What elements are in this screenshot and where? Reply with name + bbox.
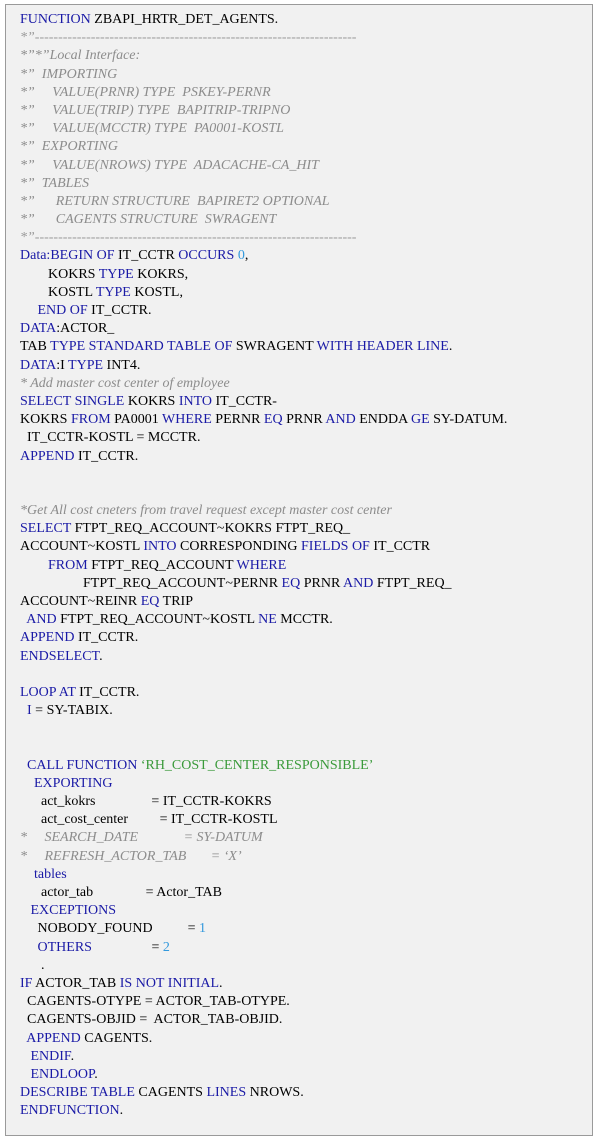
code-text: KOKRS	[20, 266, 99, 282]
code-keyword: OTHERS	[37, 939, 92, 955]
code-comment: *” IMPORTING	[20, 66, 118, 82]
code-line	[20, 866, 592, 884]
code-line	[20, 1030, 592, 1048]
code-comment: *” VALUE(NROWS) TYPE ADACACHE-CA_HIT	[20, 157, 319, 173]
code-line	[20, 484, 592, 502]
code-line	[20, 593, 592, 611]
code-keyword: ENDFUNCTION	[20, 1103, 120, 1119]
code-line	[20, 902, 592, 920]
code-keyword: LOOP AT	[20, 684, 76, 700]
code-separator: *”---------------------------------------------------------------------	[20, 230, 357, 246]
code-keyword: IF	[20, 975, 33, 991]
code-text: .	[94, 1066, 98, 1082]
code-line	[20, 193, 592, 211]
code-text	[20, 776, 34, 791]
code-line	[20, 611, 592, 629]
code-text: KOSTL,	[130, 284, 183, 300]
code-text: CORRESPONDING	[176, 539, 301, 555]
code-line	[20, 939, 592, 957]
code-line	[20, 720, 592, 738]
code-line	[20, 1084, 592, 1102]
code-text: PERNR	[211, 412, 264, 428]
code-line	[20, 1048, 592, 1066]
code-number: 1	[199, 921, 207, 937]
code-line	[20, 775, 592, 793]
code-keyword: APPEND	[26, 1030, 81, 1046]
code-text: FTPT_REQ_	[373, 575, 452, 591]
code-line	[20, 520, 592, 538]
code-line	[20, 175, 592, 193]
code-text: IT_CCTR.	[74, 630, 139, 646]
code-keyword: TYPE	[68, 357, 104, 373]
code-line	[20, 829, 592, 847]
code-text: FTPT_REQ_ACCOUNT~KOKRS FTPT_REQ_	[71, 521, 351, 537]
code-line	[20, 648, 592, 666]
code-line	[20, 702, 592, 720]
code-line	[20, 47, 592, 65]
code-line	[20, 102, 592, 120]
code-line	[20, 157, 592, 175]
code-keyword: FROM	[70, 412, 111, 428]
code-text: = SY-TABIX.	[31, 703, 113, 719]
code-line	[20, 393, 592, 411]
code-line	[20, 284, 592, 302]
code-text	[20, 1067, 31, 1082]
code-line	[20, 575, 592, 593]
code-text: .	[219, 975, 223, 991]
code-text	[20, 1049, 31, 1064]
code-keyword: WHERE	[236, 557, 287, 573]
code-keyword: ENDLOOP	[30, 1066, 95, 1082]
code-line	[20, 666, 592, 684]
code-text: SWRAGENT	[232, 339, 317, 355]
code-text: IT_CCTR.	[75, 684, 140, 700]
code-text: MCCTR.	[276, 612, 333, 628]
code-text: IT_CCTR-KOSTL = MCCTR.	[20, 430, 201, 446]
code-line	[20, 29, 592, 47]
code-line	[20, 247, 592, 265]
code-line	[20, 957, 592, 975]
code-line	[20, 229, 592, 247]
code-keyword: NE	[258, 612, 277, 628]
code-comment: * REFRESH_ACTOR_TAB = ‘X’	[20, 848, 242, 864]
code-text: :I	[56, 357, 69, 373]
code-keyword: EQ	[281, 575, 301, 591]
code-keyword: DATA	[20, 357, 57, 373]
code-keyword: END OF	[37, 303, 88, 318]
code-text	[20, 703, 27, 718]
code-line	[20, 1066, 592, 1084]
code-keyword: WHERE	[162, 412, 212, 428]
code-text: ENDDA	[355, 412, 411, 428]
code-text: IT_CCTR	[114, 248, 179, 264]
code-text: .	[119, 1103, 124, 1119]
code-comment: *”*”Local Interface:	[20, 48, 141, 64]
code-text: FTPT_REQ_ACCOUNT~KOSTL	[56, 612, 259, 628]
code-text: .	[70, 1048, 75, 1064]
code-keyword: APPEND	[20, 448, 75, 464]
code-line	[20, 411, 592, 429]
code-text: CAGENTS	[134, 1085, 207, 1101]
code-keyword: INTO	[178, 393, 213, 409]
code-keyword: DESCRIBE TABLE	[20, 1085, 135, 1101]
code-text	[20, 558, 48, 573]
code-number: 0	[237, 248, 245, 264]
code-text: .	[20, 957, 45, 973]
code-text: IT_CCTR.	[87, 303, 152, 318]
code-line	[20, 920, 592, 938]
code-comment: *” TABLES	[20, 175, 89, 191]
code-keyword: FROM	[48, 557, 88, 573]
code-text: KOKRS	[124, 393, 179, 409]
code-line	[20, 11, 592, 29]
code-keyword: AND	[325, 412, 356, 428]
code-line	[20, 84, 592, 102]
code-keyword: IS NOT INITIAL	[119, 975, 220, 991]
code-text: actor_tab = Actor_TAB	[20, 885, 222, 900]
code-comment: * SEARCH_DATE = SY-DATUM	[20, 830, 263, 846]
code-separator: *”---------------------------------------------------------------------	[20, 30, 357, 46]
code-line	[20, 466, 592, 484]
code-line	[20, 538, 592, 556]
code-line	[20, 993, 592, 1011]
code-text: act_cost_center = IT_CCTR-KOSTL	[20, 812, 278, 828]
code-keyword: TYPE	[95, 284, 131, 300]
code-text: ZBAPI_HRTR_DET_AGENTS.	[90, 12, 279, 27]
code-text: .	[448, 339, 453, 355]
code-text	[20, 303, 38, 318]
code-line	[20, 739, 592, 757]
code-line	[20, 66, 592, 84]
code-text: IT_CCTR.	[74, 448, 139, 464]
code-keyword: LINES	[206, 1085, 247, 1101]
code-line	[20, 120, 592, 138]
code-line	[20, 375, 592, 393]
code-comment: *” VALUE(PRNR) TYPE PSKEY-PERNR	[20, 84, 271, 100]
code-text: IT_CCTR-	[212, 393, 277, 409]
code-comment: *” VALUE(TRIP) TYPE BAPITRIP-TRIPNO	[20, 102, 291, 118]
code-text: KOKRS,	[133, 266, 189, 282]
code-line	[20, 684, 592, 702]
code-line	[20, 448, 592, 466]
code-line	[20, 975, 592, 993]
code-text	[20, 940, 38, 955]
code-text	[20, 867, 34, 882]
code-keyword: tables	[34, 866, 67, 882]
code-text	[20, 903, 31, 918]
code-line	[20, 557, 592, 575]
code-line	[20, 211, 592, 229]
code-line	[20, 793, 592, 811]
code-line	[20, 629, 592, 647]
code-text: KOSTL	[20, 284, 96, 300]
code-keyword: WITH HEADER LINE	[316, 339, 449, 355]
code-text: KOKRS	[20, 412, 71, 428]
code-line	[20, 302, 592, 320]
code-string: ‘RH_COST_CENTER_RESPONSIBLE’	[140, 757, 374, 773]
code-comment: * Add master cost center of employee	[20, 375, 230, 391]
code-text: CAGENTS-OBJID = ACTOR_TAB-OBJID.	[20, 1012, 283, 1028]
code-comment: *” RETURN STRUCTURE BAPIRET2 OPTIONAL	[20, 193, 330, 209]
code-line	[20, 138, 592, 156]
code-line	[20, 1102, 592, 1120]
code-comment: *” VALUE(MCCTR) TYPE PA0001-KOSTL	[20, 121, 284, 137]
code-text: INT4.	[103, 357, 141, 373]
code-text: TAB	[20, 339, 51, 355]
code-text: =	[91, 939, 163, 955]
code-text: ,	[244, 248, 249, 264]
code-text: CAGENTS-OTYPE = ACTOR_TAB-OTYPE.	[20, 994, 290, 1010]
code-line	[20, 1011, 592, 1029]
code-text: ACTOR_TAB	[32, 975, 120, 991]
code-text: :ACTOR_	[56, 321, 115, 337]
code-comment: *” EXPORTING	[20, 139, 118, 155]
code-keyword: EXCEPTIONS	[30, 903, 117, 919]
code-keyword: OCCURS	[178, 248, 235, 264]
code-keyword: FUNCTION	[20, 12, 91, 27]
code-text: NOBODY_FOUND =	[20, 921, 200, 937]
code-keyword: APPEND	[20, 630, 75, 646]
code-text: SY-DATUM.	[429, 412, 508, 428]
code-text	[20, 758, 27, 773]
code-keyword: SELECT	[20, 521, 72, 537]
code-text: PRNR	[282, 412, 326, 428]
code-line	[20, 320, 592, 338]
code-line	[20, 266, 592, 284]
code-line	[20, 338, 592, 356]
code-keyword: INTO	[143, 539, 177, 555]
code-text: .	[99, 648, 103, 664]
code-text: PA0001	[110, 412, 163, 428]
code-text: act_kokrs = IT_CCTR-KOKRS	[20, 794, 272, 810]
code-text: CAGENTS.	[80, 1030, 153, 1046]
code-keyword: SELECT SINGLE	[20, 393, 125, 409]
code-line	[20, 884, 592, 902]
code-text: FTPT_REQ_ACCOUNT	[87, 557, 237, 573]
code-keyword: I	[27, 703, 32, 719]
code-keyword: EQ	[140, 594, 160, 609]
code-keyword: TYPE	[98, 266, 134, 282]
code-keyword: EXPORTING	[34, 775, 113, 791]
code-keyword: EQ	[263, 412, 283, 428]
code-line	[20, 502, 592, 520]
code-line	[20, 848, 592, 866]
code-line	[20, 757, 592, 775]
code-text: FTPT_REQ_ACCOUNT~PERNR	[20, 575, 282, 591]
code-keyword: ENDSELECT	[20, 648, 100, 664]
code-text: IT_CCTR	[369, 539, 431, 555]
code-text: ACCOUNT~KOSTL	[20, 539, 144, 555]
code-keyword: GE	[410, 412, 430, 428]
code-keyword: AND	[26, 612, 57, 628]
code-text: ACCOUNT~REINR	[20, 594, 141, 609]
code-text: PRNR	[300, 575, 344, 591]
code-number: 2	[162, 939, 170, 955]
code-keyword: ENDIF	[30, 1048, 71, 1064]
code-text: TRIP	[159, 594, 194, 609]
code-comment: *” CAGENTS STRUCTURE SWRAGENT	[20, 212, 277, 228]
code-keyword: TYPE STANDARD TABLE OF	[50, 339, 233, 355]
code-text: NROWS.	[246, 1085, 304, 1101]
code-keyword: FIELDS OF	[301, 539, 370, 555]
code-line	[20, 811, 592, 829]
code-keyword: CALL FUNCTION	[27, 757, 138, 773]
code-line	[20, 429, 592, 447]
code-keyword: DATA	[20, 321, 57, 337]
code-keyword: AND	[343, 575, 374, 591]
code-listing	[5, 4, 593, 1136]
code-line	[20, 357, 592, 375]
code-comment: *Get All cost cneters from travel request except master cost center	[20, 503, 392, 519]
code-keyword: Data:BEGIN OF	[20, 248, 115, 264]
